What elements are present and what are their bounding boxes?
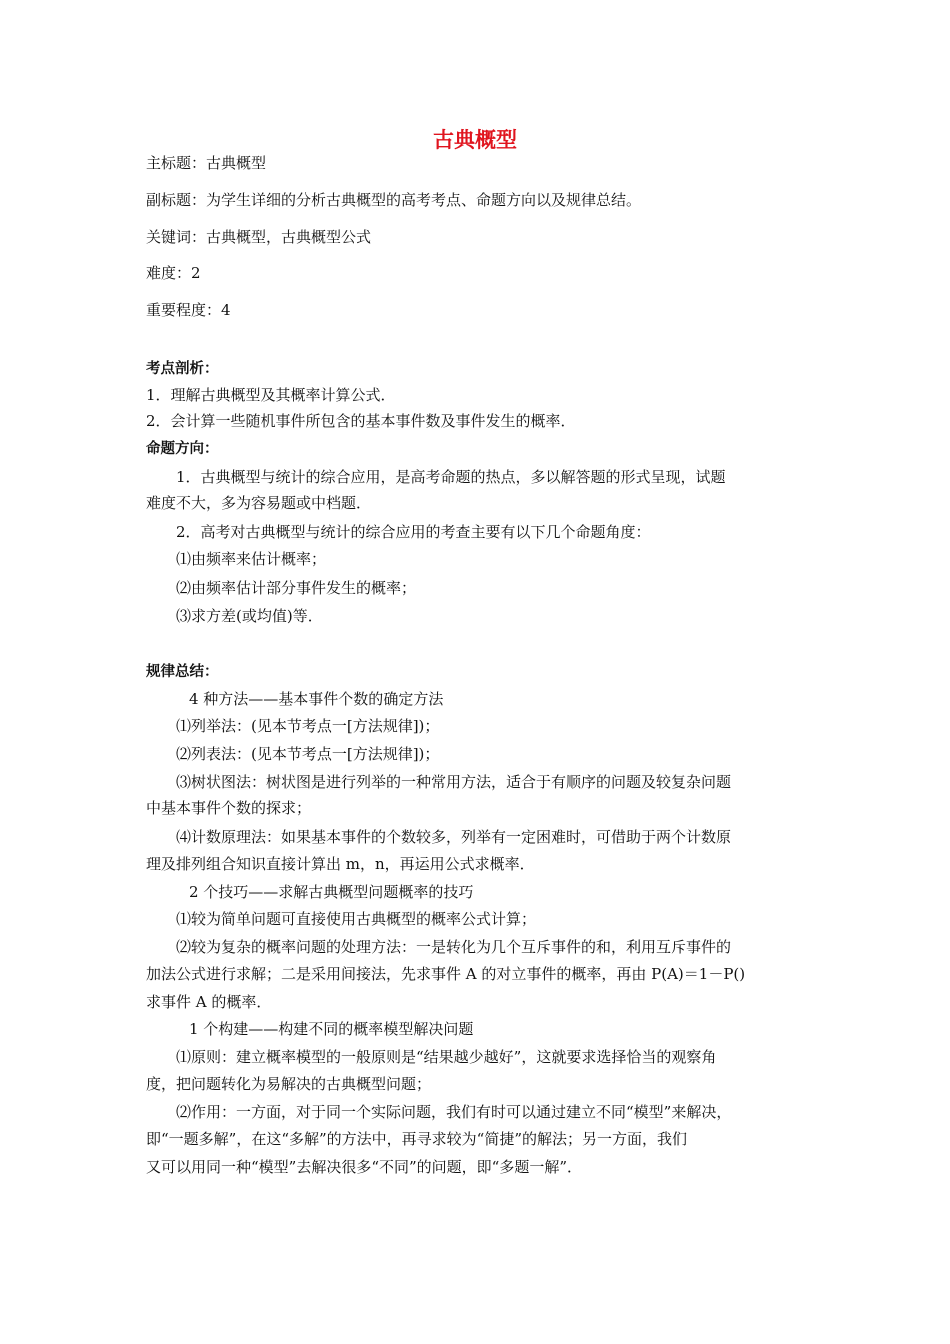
summary-line: ⑵较为复杂的概率问题的处理方法：一是转化为几个互斥事件的和，利用互斥事件的: [176, 938, 732, 956]
summary-heading: 规律总结：: [146, 664, 219, 680]
summary-line: ⑶树状图法：树状图是进行列举的一种常用方法，适合于有顺序的问题及较复杂问题: [176, 773, 732, 791]
exam-point-item: 1．理解古典概型及其概率计算公式．: [146, 386, 396, 404]
exam-points-heading: 考点剖析：: [146, 361, 219, 377]
importance-line: 重要程度：4: [146, 301, 231, 319]
summary-subheading: 2 个技巧——求解古典概型问题概率的技巧: [189, 883, 474, 901]
summary-line: 又可以用同一种“模型”去解决很多“不同”的问题，即“多题一解”．: [146, 1158, 583, 1176]
summary-line: ⑴列举法：(见本节考点一[方法规律])；: [176, 717, 440, 735]
exam-point-item: 2．会计算一些随机事件所包含的基本事件数及事件发生的概率．: [146, 412, 576, 430]
summary-line: 求事件 A 的概率．: [146, 993, 272, 1011]
summary-subheading: 1 个构建——构建不同的概率模型解决问题: [189, 1020, 474, 1038]
directions-heading: 命题方向：: [146, 441, 219, 457]
summary-line: ⑴较为简单问题可直接使用古典概型的概率公式计算；: [176, 910, 537, 928]
summary-line: ⑵列表法：(见本节考点一[方法规律])；: [176, 745, 440, 763]
summary-line: 理及排列组合知识直接计算出 m，n，再运用公式求概率．: [146, 855, 535, 873]
summary-line: ⑷计数原理法：如果基本事件的个数较多，列举有一定困难时，可借助于两个计数原: [176, 828, 732, 846]
summary-line: ⑴原则：建立概率模型的一般原则是“结果越少越好”，这就要求选择恰当的观察角: [176, 1048, 717, 1066]
page-title: 古典概型: [433, 128, 517, 152]
direction-line: 难度不大，多为容易题或中档题．: [146, 494, 372, 512]
direction-line: ⑶求方差(或均值)等．: [176, 607, 323, 625]
summary-line: 度，把问题转化为易解决的古典概型问题；: [146, 1075, 432, 1093]
main-title-line: 主标题：古典概型: [146, 154, 267, 172]
summary-line: 中基本事件个数的探求；: [146, 799, 312, 817]
direction-line: 2．高考对古典概型与统计的综合应用的考查主要有以下几个命题角度：: [176, 523, 651, 541]
subtitle-line: 副标题：为学生详细的分析古典概型的高考考点、命题方向以及规律总结。: [146, 191, 642, 209]
keywords-line: 关键词：古典概型，古典概型公式: [146, 228, 372, 246]
direction-line: 1．古典概型与统计的综合应用，是高考命题的热点，多以解答题的形式呈现，试题: [176, 468, 726, 486]
direction-line: ⑴由频率来估计概率；: [176, 550, 327, 568]
difficulty-line: 难度：2: [146, 264, 201, 282]
summary-line: 加法公式进行求解；二是采用间接法，先求事件 A 的对立事件的概率，再由 P(A)＝1－P(): [146, 965, 746, 983]
summary-line: ⑵作用：一方面，对于同一个实际问题，我们有时可以通过建立不同“模型”来解决，: [176, 1103, 732, 1121]
summary-subheading: 4 种方法——基本事件个数的确定方法: [189, 690, 444, 708]
direction-line: ⑵由频率估计部分事件发生的概率；: [176, 579, 417, 597]
summary-line: 即“一题多解”，在这“多解”的方法中，再寻求较为“简捷”的解法；另一方面，我们: [146, 1130, 688, 1148]
